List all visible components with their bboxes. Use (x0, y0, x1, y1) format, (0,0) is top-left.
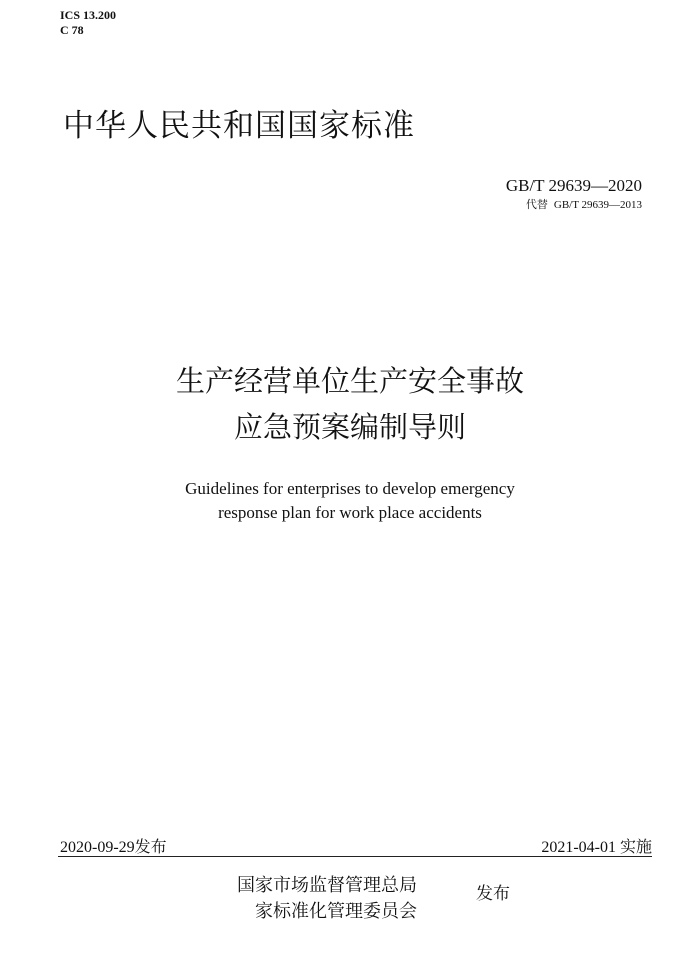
title-en-line-1: Guidelines for enterprises to develop emergency (185, 479, 515, 498)
title-zh-line-1: 生产经营单位生产安全事故 (175, 364, 524, 398)
issue-date-label: 发布 (134, 837, 167, 856)
footer-divider (58, 856, 652, 857)
replaces-label: 代替 (525, 198, 548, 211)
standard-number: GB/T 29639—2020 (505, 176, 642, 195)
implementation-date-value: 2021-04-01 (541, 839, 616, 856)
publish-label: 发布 (476, 884, 510, 904)
replaces-line (526, 198, 642, 212)
issue-date-value: 2020-09-29 (60, 839, 135, 856)
title-en-line-2: response plan for work place accidents (218, 503, 482, 522)
replaced-standard-number: GB/T 29639—2013 (553, 199, 642, 211)
ics-code: ICS 13.200 (60, 8, 117, 22)
implementation-date (541, 838, 652, 857)
national-standard-heading: 中华人民共和国国家标准 (63, 108, 415, 144)
implementation-date-label: 实施 (619, 837, 652, 856)
issue-date (60, 838, 167, 857)
issuer-line-1: 国家市场监督管理总局 (237, 875, 417, 896)
title-zh-line-2: 应急预案编制导则 (233, 410, 466, 444)
issuer-line-2: 家标准化管理委员会 (255, 901, 417, 922)
ccs-code: C 78 (60, 23, 84, 37)
